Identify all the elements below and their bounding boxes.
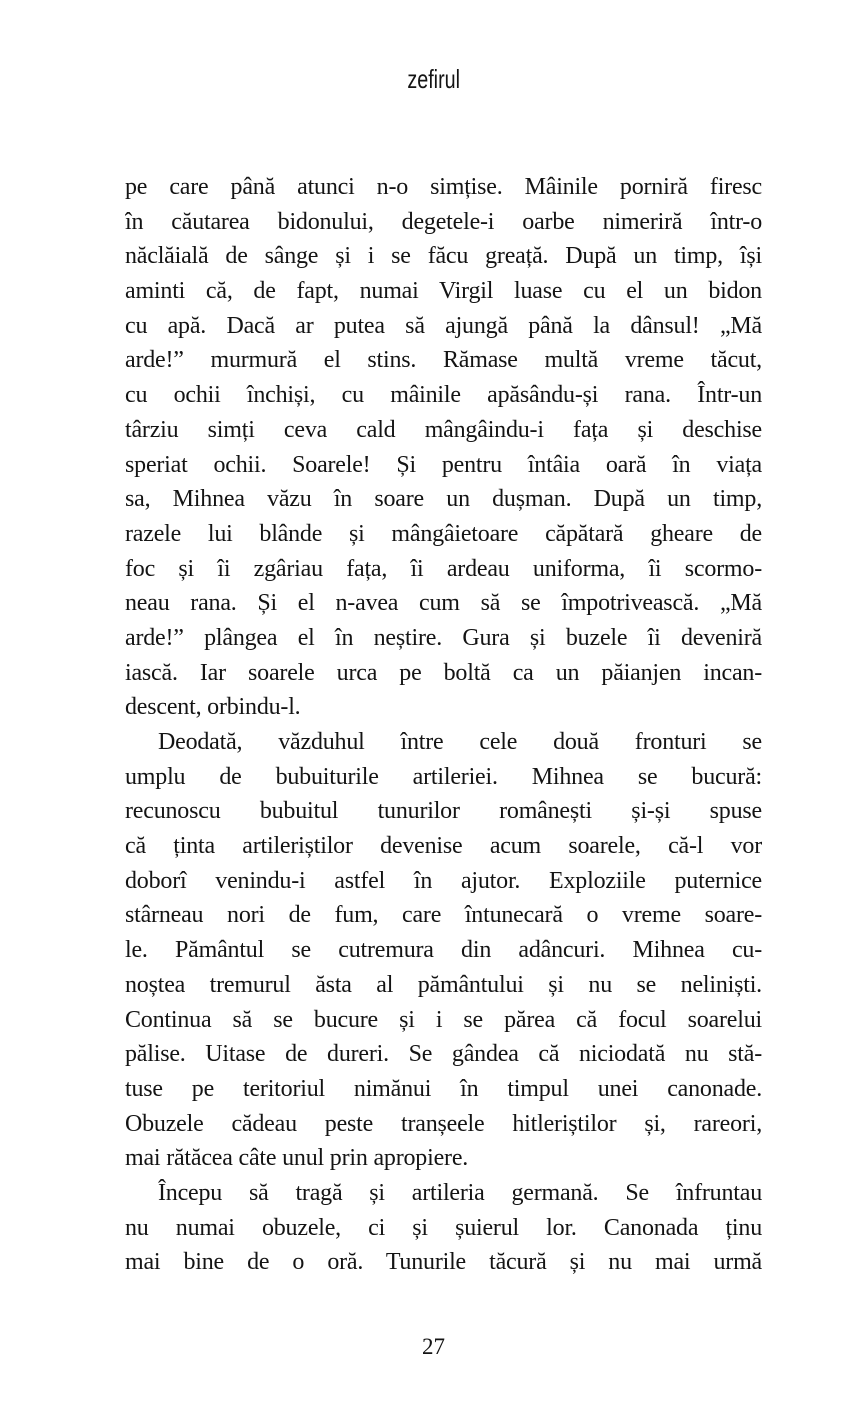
text-line: foc și îi zgâriau fața, îi ardeau uniforma, îi scormo-	[125, 555, 762, 582]
text-line: Deodată, văzduhul între cele două fronturi se	[158, 729, 762, 755]
text-line: pălise. Uitase de dureri. Se gândea că niciodată nu stă-	[125, 1041, 762, 1068]
text-line: umplu de bubuiturile artileriei. Mihnea se bucură:	[125, 763, 762, 790]
text-line: tuse pe teritoriul nimănui în timpul unei canonade.	[125, 1075, 762, 1102]
text-line: nu numai obuzele, ci și șuierul lor. Canonada ținu	[125, 1214, 762, 1241]
text-line: iască. Iar soarele urca pe boltă ca un păianjen incan-	[125, 659, 762, 686]
paragraph	[125, 1176, 762, 1280]
body-text	[125, 170, 762, 1280]
text-line: descent, orbindu-l.	[125, 694, 301, 721]
text-line: mai rătăcea câte unul prin apropiere.	[125, 1145, 469, 1172]
text-line: năclăială de sânge și i se făcu greață. După un timp, își	[125, 243, 762, 270]
text-line: Continua să se bucure și i se părea că focul soarelui	[125, 1006, 762, 1033]
text-line: neau rana. Și el n-avea cum să se împotrivească. „Mă	[125, 590, 762, 617]
text-line: cu ochii închiși, cu mâinile apăsându-și rana. Într-un	[125, 382, 762, 409]
text-line: doborî venindu-i astfel în ajutor. Exploziile puternice	[125, 867, 762, 894]
text-line: noștea tremurul ăsta al pământului și nu se neliniști.	[125, 971, 762, 998]
paragraph	[125, 170, 762, 725]
paragraph	[125, 725, 762, 1176]
text-line: târziu simți ceva cald mângâindu-i fața și deschise	[125, 416, 762, 443]
text-line: arde!” murmură el stins. Rămase multă vreme tăcut,	[125, 347, 762, 374]
text-line: stârneau nori de fum, care întunecară o vreme soare-	[125, 902, 762, 929]
text-line: în căutarea bidonului, degetele-i oarbe nimeriră într-o	[125, 208, 762, 235]
text-line: aminti că, de fapt, numai Virgil luase cu el un bidon	[125, 278, 762, 305]
text-line: că ținta artileriștilor devenise acum soarele, că-l vor	[125, 833, 762, 860]
text-line: Obuzele cădeau peste tranșeele hitleriștilor și, rareori,	[125, 1110, 762, 1137]
text-line: Începu să tragă și artileria germană. Se înfruntau	[158, 1179, 762, 1206]
text-line: pe care până atunci n-o simțise. Mâinile porniră firesc	[125, 174, 762, 200]
text-line: recunoscu bubuitul tunurilor românești și-și spuse	[125, 798, 762, 825]
text-line: sa, Mihnea văzu în soare un dușman. După un timp,	[125, 486, 762, 513]
text-line: razele lui blânde și mângâietoare căpătară gheare de	[125, 520, 762, 547]
page-number: 27	[422, 1334, 445, 1359]
text-line: arde!” plângea el în neștire. Gura și buzele îi deveniră	[125, 624, 762, 651]
running-title-text: zefirul	[407, 64, 460, 94]
text-line: cu apă. Dacă ar putea să ajungă până la dânsul! „Mă	[125, 312, 762, 339]
text-line: mai bine de o oră. Tunurile tăcură și nu mai urmă	[125, 1249, 762, 1276]
text-line: speriat ochii. Soarele! Și pentru întâia oară în viața	[125, 451, 762, 478]
text-line: le. Pământul se cutremura din adâncuri. Mihnea cu-	[125, 937, 762, 964]
running-title	[0, 64, 867, 95]
